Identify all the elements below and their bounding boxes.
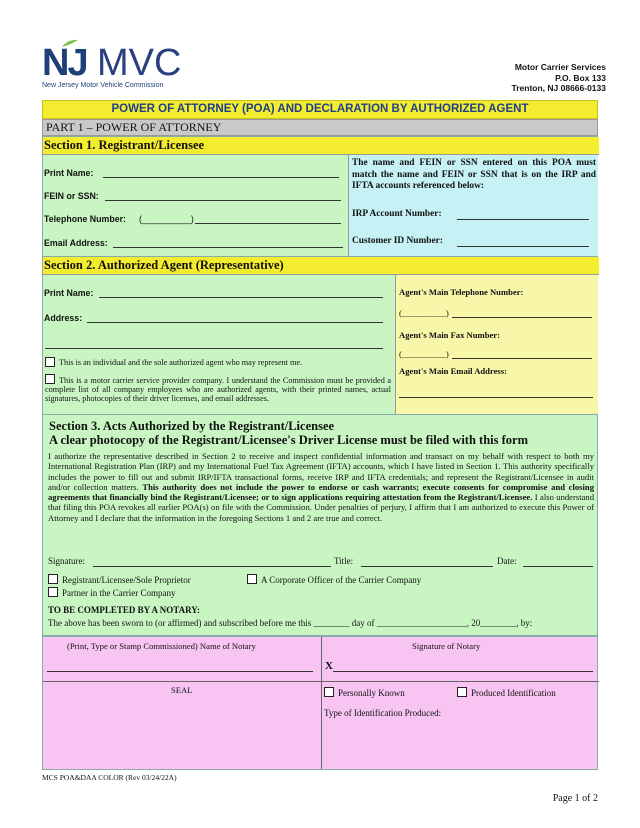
section1-left-panel <box>43 155 348 256</box>
mailing-address <box>512 62 607 94</box>
date-label: Date: <box>497 556 517 566</box>
agent-telephone-field[interactable] <box>452 317 592 318</box>
section1-heading: Section 1. Registrant/Licensee <box>43 137 599 155</box>
notary-divider-vertical <box>321 637 322 769</box>
email-field[interactable] <box>113 247 343 248</box>
agent-telephone-area-code[interactable]: (__________) <box>399 308 449 318</box>
njmvc-logo <box>42 38 182 94</box>
notary-signature-label: Signature of Notary <box>412 641 481 651</box>
authorization-paragraph <box>48 451 594 523</box>
irp-account-field[interactable] <box>457 219 589 220</box>
individual-agent-checkbox[interactable] <box>45 357 55 367</box>
section3-acts-authorized <box>42 414 598 636</box>
logo-mvc: MVC <box>97 42 182 84</box>
personally-known-checkbox[interactable] <box>324 687 334 697</box>
form-revision-code: MCS POA&DAA COLOR (Rev 03/24/22A) <box>42 773 177 782</box>
authorization-text-a: I authorize the representative described in Section 2 to receive and inspect confidential information and transact on my behalf with respect to both my International Registration Plan (IRP) and my International Fuel Tax Agreement (IFTA) accounts, which I have listed in Section 1. This authority specifically includes the power to fill out and submit IRP/IFTA transactional forms, receive IRP and IFTA credentials; and represent the Registrant/Licensee in audit and/or collection matters. <box>48 451 594 492</box>
section1-right-panel <box>348 155 598 256</box>
authorization-limits: This authority does not include the power to endorse or cash warrants; execute consents for compromise and closing agreements that financially bind the Registrant/Licensee; or to sign applications requiring attestation from the Registrant/Licensee. <box>48 481 594 503</box>
notary-heading: TO BE COMPLETED BY A NOTARY: <box>48 605 200 615</box>
fein-field[interactable] <box>105 200 341 201</box>
notary-signature-x: X <box>325 660 333 672</box>
service-provider-label: This is a motor carrier service provider company. I understand the Commission must be provided a complete list of all company employees who are authorized agents, with their printed names, actual signatures, photocopies of their driver licenses, and email addresses. <box>45 376 391 404</box>
agent-fax-area-code[interactable]: (__________) <box>399 349 449 359</box>
customer-id-field[interactable] <box>457 246 589 247</box>
form-title: POWER OF ATTORNEY (POA) AND DECLARATION BY AUTHORIZED AGENT <box>42 100 598 119</box>
address-line: P.O. Box 133 <box>555 72 606 83</box>
agent-telephone-label: Agent's Main Telephone Number: <box>399 287 524 297</box>
authorization-text-c: I also understand that filing this POA revokes all earlier POA(s) on file with the Commission. Under penalties of perjury, I affirm that I am authorized to execute this Power of Attorney and I declare that the information in the foregoing Sections 1 and 2 are true and correct. <box>48 492 594 523</box>
section2-heading: Section 2. Authorized Agent (Representative) <box>43 257 599 275</box>
print-name-field[interactable] <box>103 177 339 178</box>
customer-id-label: Customer ID Number: <box>352 236 443 246</box>
agent-address-field-2[interactable] <box>45 348 383 349</box>
address-line: Trenton, NJ 08666-0133 <box>511 83 606 93</box>
section1-registrant <box>42 136 598 256</box>
agent-email-field[interactable] <box>399 397 593 398</box>
name-match-note: The name and FEIN or SSN entered on this POA must match the name and FEIN or SSN that is on the IRP and IFTA accounts referenced below: <box>352 158 596 191</box>
individual-agent-label: This is an individual and the sole authorized agent who may represent me. <box>59 358 303 367</box>
notary-sworn-line: The above has been sworn to (or affirmed) and subscribed before me this ________ day of ____________________, 20________, by: <box>48 618 533 628</box>
agent-email-label: Agent's Main Email Address: <box>399 366 507 376</box>
notary-name-field[interactable] <box>47 671 313 672</box>
produced-identification-checkbox[interactable] <box>457 687 467 697</box>
email-label: Email Address: <box>44 238 108 248</box>
logo-tagline: New Jersey Motor Vehicle Commission <box>42 82 164 89</box>
telephone-label: Telephone Number: <box>44 214 126 224</box>
date-field[interactable] <box>523 566 593 567</box>
title-field[interactable] <box>361 566 493 567</box>
page-number: Page 1 of 2 <box>552 793 598 804</box>
agent-address-label: Address: <box>44 313 83 323</box>
section3-heading: Section 3. Acts Authorized by the Registrant/Licensee <box>49 419 335 433</box>
agent-fax-field[interactable] <box>452 358 592 359</box>
address-line: Motor Carrier Services <box>514 62 606 72</box>
section2-right-panel <box>395 275 598 414</box>
signature-field[interactable] <box>93 566 331 567</box>
section2-left-panel <box>43 275 395 414</box>
license-photocopy-heading: A clear photocopy of the Registrant/Licensee's Driver License must be filed with this form <box>49 433 528 447</box>
notary-signature-field[interactable] <box>333 671 593 672</box>
part1-heading: PART 1 – POWER OF ATTORNEY <box>42 119 598 136</box>
telephone-area-code[interactable]: (__________) <box>139 214 194 224</box>
telephone-field[interactable] <box>195 223 341 224</box>
corporate-officer-checkbox[interactable] <box>247 574 257 584</box>
partner-label: Partner in the Carrier Company <box>62 588 176 598</box>
partner-checkbox[interactable] <box>48 587 58 597</box>
agent-fax-label: Agent's Main Fax Number: <box>399 330 500 340</box>
title-label: Title: <box>334 556 354 566</box>
notary-block <box>42 636 598 770</box>
logo-nj: NJ <box>42 42 87 84</box>
corporate-officer-label: A Corporate Officer of the Carrier Company <box>261 575 422 585</box>
notary-name-label: (Print, Type or Stamp Commissioned) Name of Notary <box>67 641 256 651</box>
agent-address-field[interactable] <box>87 322 383 323</box>
section2-agent <box>42 256 598 414</box>
personally-known-label: Personally Known <box>338 688 405 698</box>
sole-proprietor-label: Registrant/Licensee/Sole Proprietor <box>62 575 191 585</box>
identification-type-label: Type of Identification Produced: <box>324 708 442 718</box>
signature-label: Signature: <box>48 556 85 566</box>
agent-print-name-field[interactable] <box>99 297 383 298</box>
seal-label: SEAL <box>171 685 193 695</box>
notary-divider-horizontal <box>43 681 599 682</box>
fein-label: FEIN or SSN: <box>44 191 99 201</box>
irp-account-label: IRP Account Number: <box>352 209 442 219</box>
agent-print-name-label: Print Name: <box>44 288 94 298</box>
produced-identification-label: Produced Identification <box>471 688 556 698</box>
sole-proprietor-checkbox[interactable] <box>48 574 58 584</box>
print-name-label: Print Name: <box>44 168 94 178</box>
